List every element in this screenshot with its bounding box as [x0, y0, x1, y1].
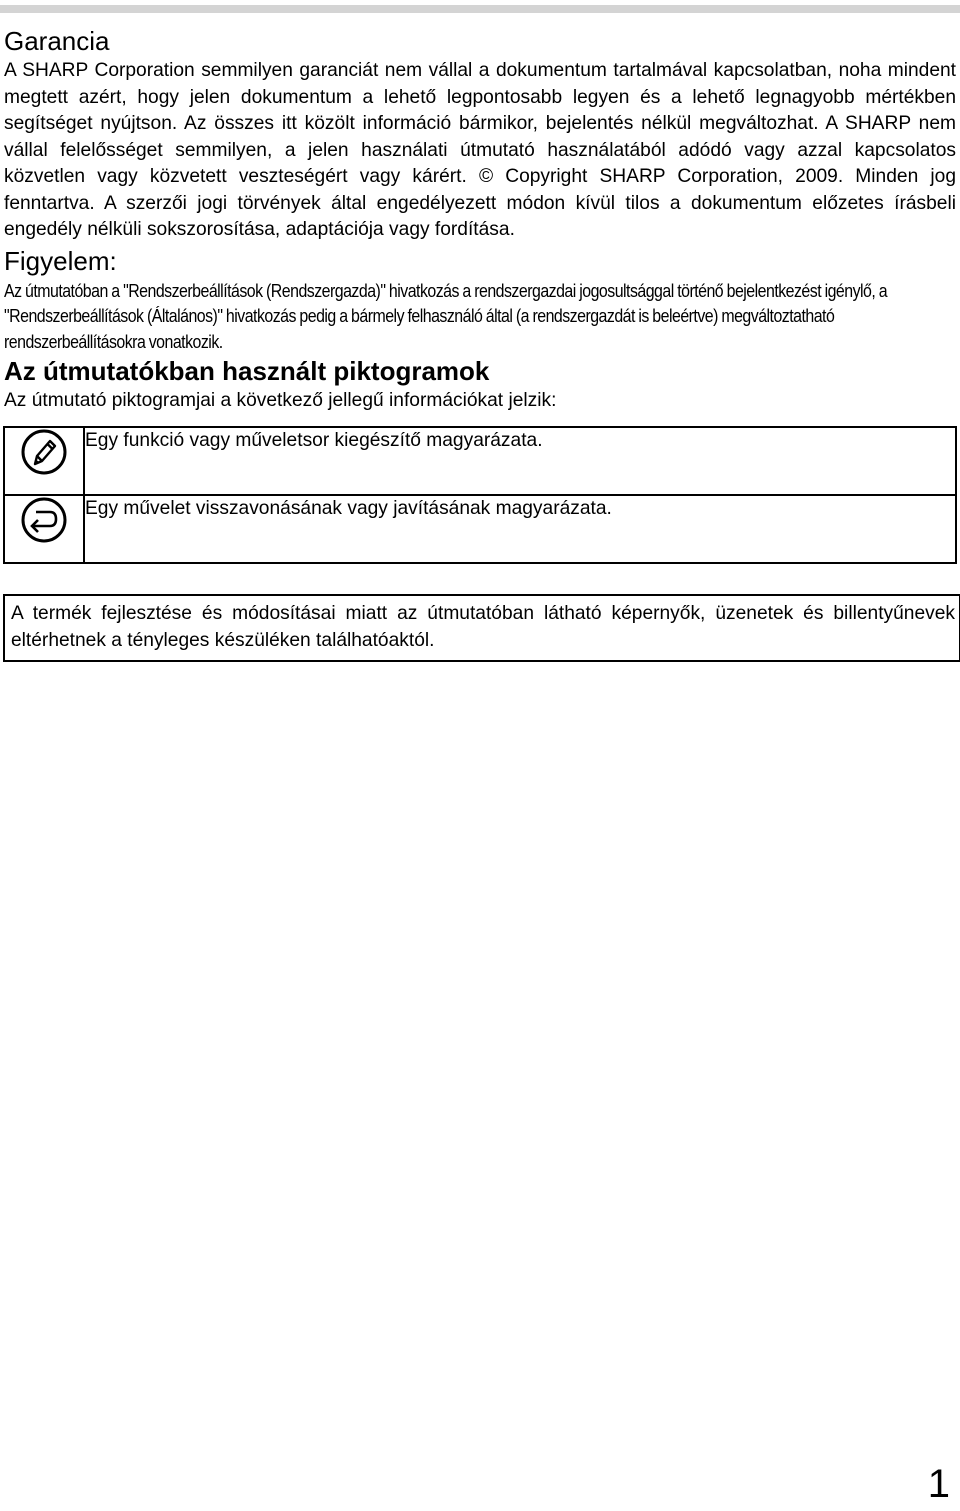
garancia-heading: Garancia [4, 26, 110, 56]
figyelem-section [4, 244, 956, 354]
pictogram-icon-cell [4, 495, 84, 563]
return-arrow-icon [20, 496, 68, 544]
piktogramok-section [4, 354, 956, 565]
top-rule [0, 5, 960, 13]
figyelem-heading: Figyelem: [4, 245, 117, 276]
pictogram-table [3, 426, 957, 564]
page-content [4, 24, 956, 662]
pencil-note-icon [20, 428, 68, 476]
piktogramok-intro: Az útmutató piktogramjai a következő jellegű információkat jelzik: [4, 389, 557, 411]
figyelem-paragraph: Az útmutatóban a "Rendszerbeállítások (Rendszergazda)" hivatkozás a rendszergazdai jogosultsággal történő bejelentkezést igénylő, a "Rendszerbeállítások (Általános)" hivatkozás pedig a bármely felhasználó által (a rendszergazdát is beleértve) megváltoztatható rendszerbeállításokra vonatkozik. [4, 279, 888, 352]
notice-box: A termék fejlesztése és módosításai miatt az útmutatóban látható képernyők, üzenetek és billentyűnevek eltérhetnek a tényleges készüléken találhatóaktól. [3, 594, 960, 662]
pictogram-description: Egy funkció vagy műveletsor kiegészítő magyarázata. [84, 427, 956, 495]
page-number: 1 [927, 1462, 950, 1506]
piktogramok-heading: Az útmutatókban használt piktogramok [4, 355, 490, 386]
pictogram-description: Egy művelet visszavonásának vagy javításának magyarázata. [84, 495, 956, 563]
garancia-paragraph: A SHARP Corporation semmilyen garanciát nem vállal a dokumentum tartalmával kapcsolatban, noha mindent megtett azért, hogy jelen dokumentum a lehető legpontosabb legyen és a lehető legnagyobb mértékben segítséget nyújtson. Az összes itt közölt információ bármikor, bejelentés nélkül megváltozhat. A SHARP nem vállal felelősséget semmilyen, a jelen használati útmutató használatából adódó vagy azzal kapcsolatos közvetlen vagy közvetett veszteségért vagy kárért. © Copyright SHARP Corporation, 2009. Minden jog fenntartva. A szerzői jogi törvények által engedélyezett módon kívül tilos a dokumentum előzetes írásbeli engedély nélküli sokszorosítása, adaptációja vagy fordítása. [4, 60, 956, 240]
pictogram-icon-cell [4, 427, 84, 495]
pictogram-row [4, 427, 956, 495]
garancia-section [4, 24, 956, 244]
pictogram-row [4, 495, 956, 563]
